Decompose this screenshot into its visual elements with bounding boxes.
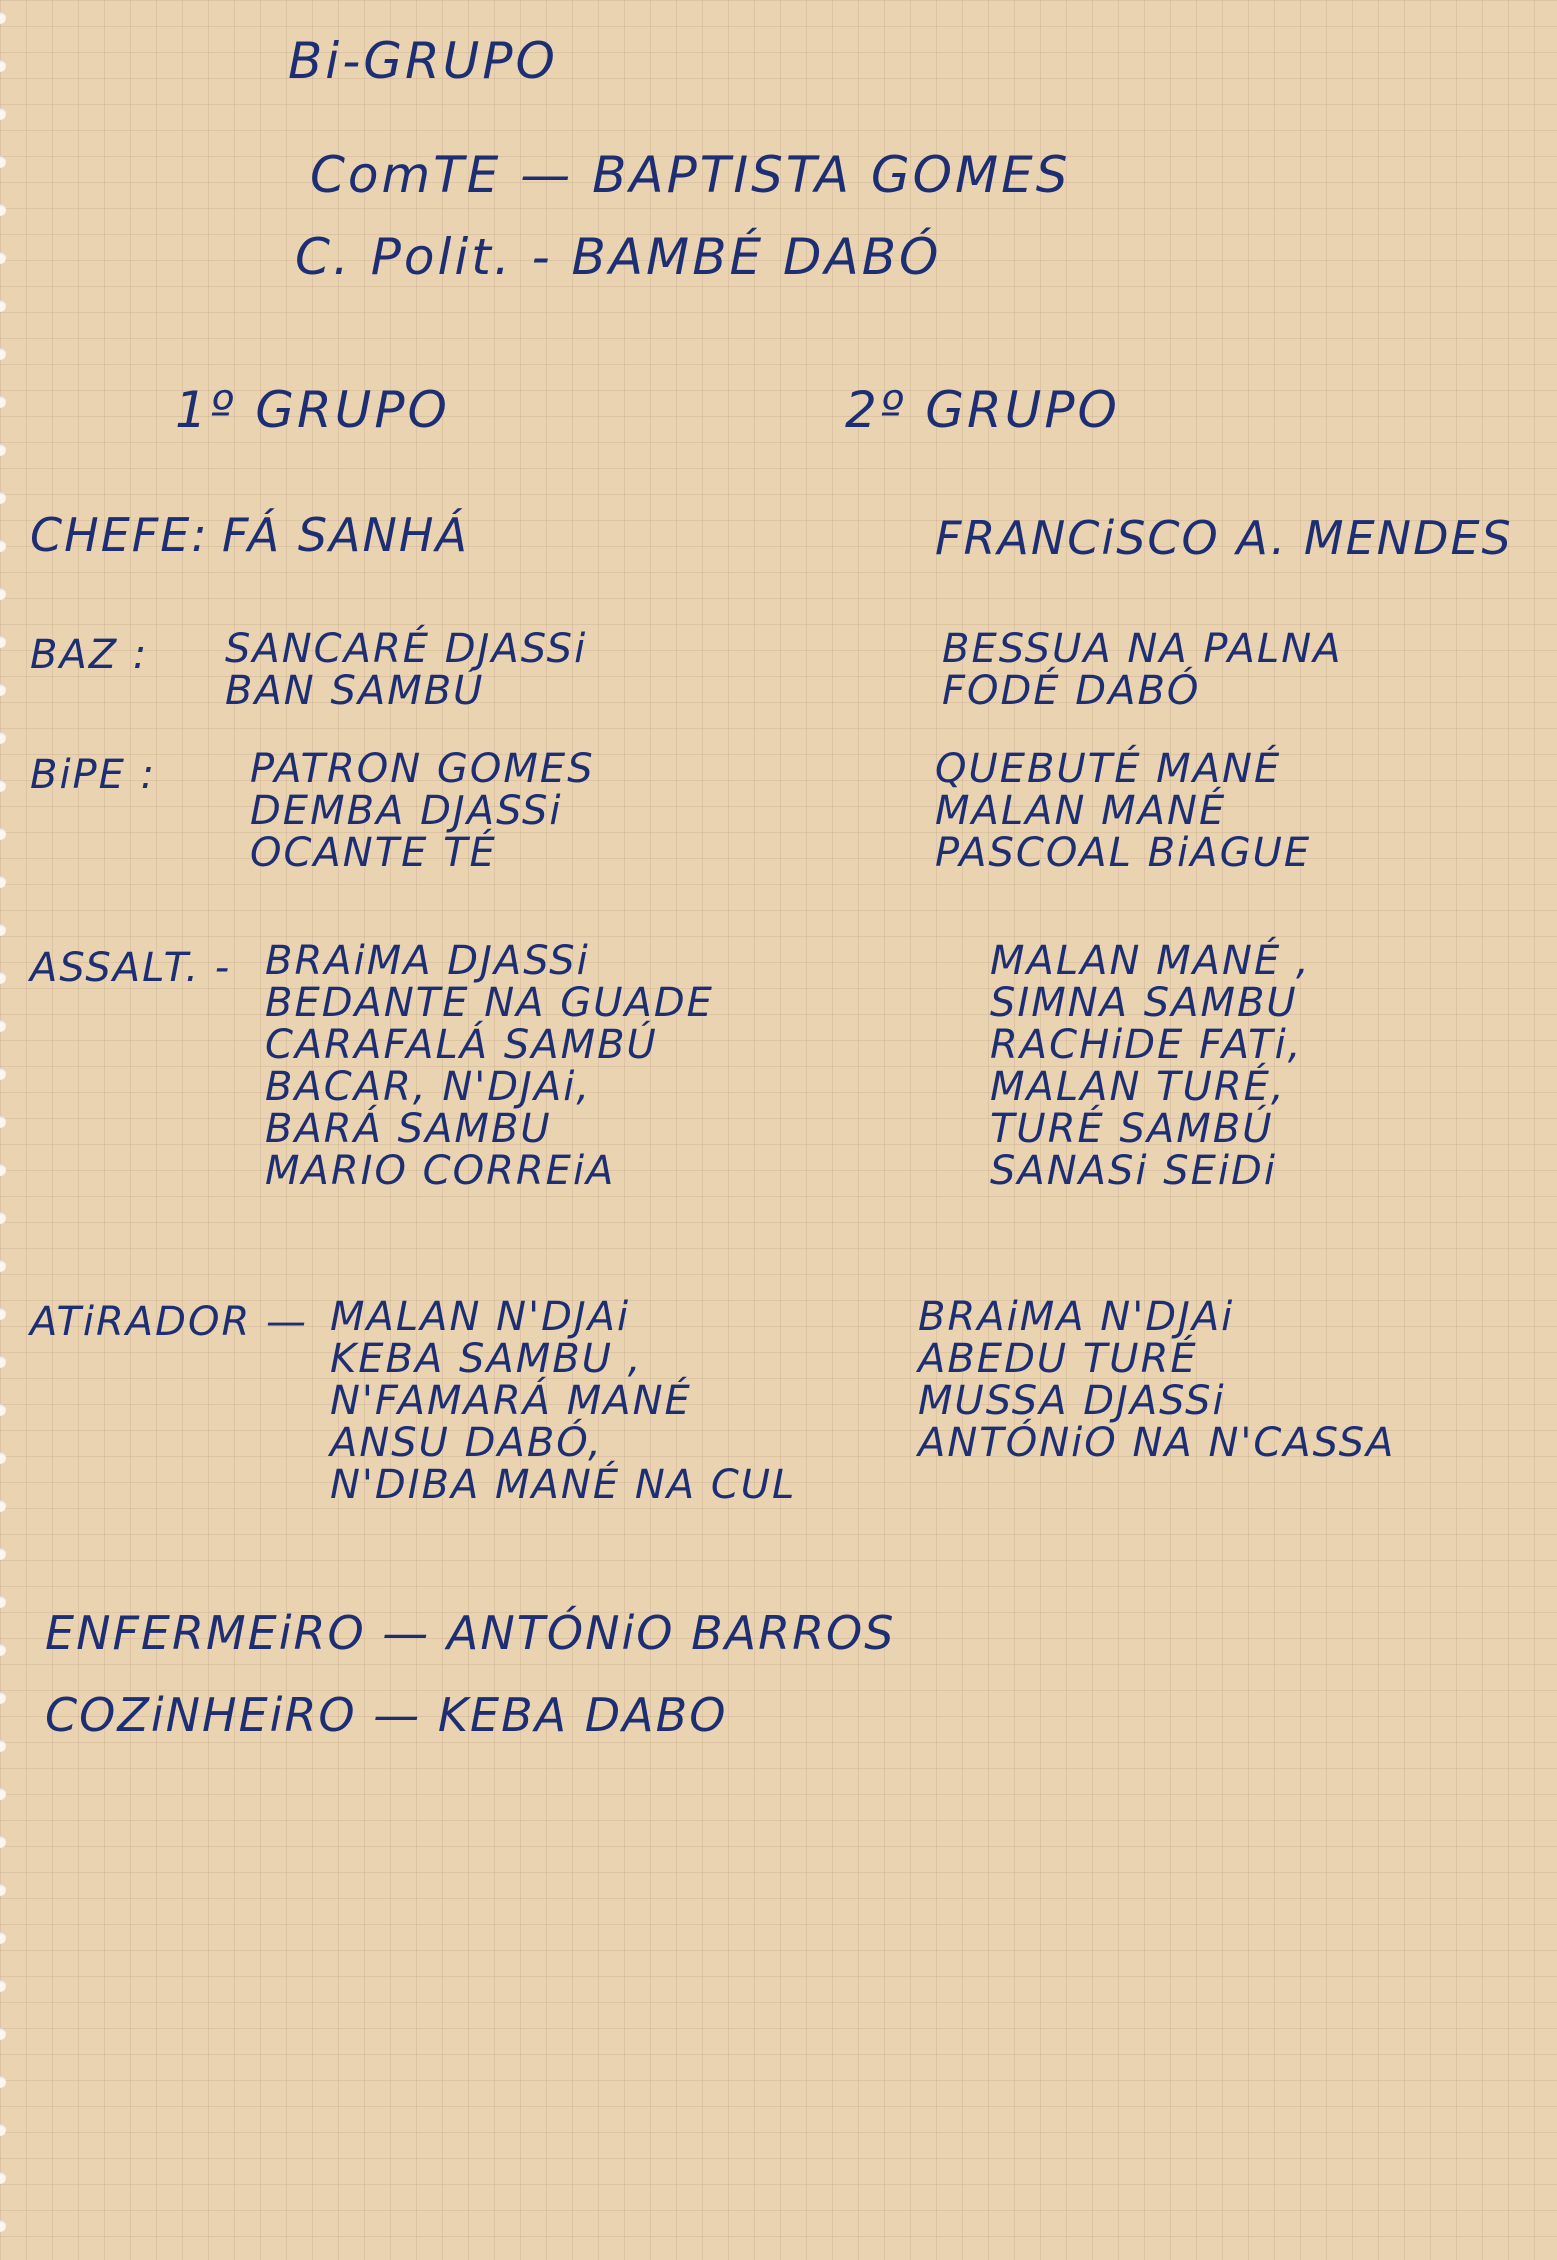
- perforation-hole: [0, 1740, 6, 1752]
- g2-assalt-list: [990, 940, 1311, 1192]
- perforation-hole: [0, 156, 6, 168]
- perforation-hole: [0, 252, 6, 264]
- g2-bipe-name: QUEBUTÉ MANÉ: [935, 746, 1282, 792]
- perforation-hole: [0, 1932, 6, 1944]
- role-baz: BAZ :: [30, 632, 149, 678]
- g1-atirador-list: [330, 1296, 796, 1506]
- group-1-title: 1º GRUPO: [175, 381, 450, 439]
- g2-assalt-name: MALAN MANÉ ,: [990, 938, 1311, 984]
- g2-atirador-name: ANTÓNiO NA N'CASSA: [918, 1420, 1396, 1466]
- g1-baz-name: BAN SAMBÚ: [225, 668, 485, 714]
- g2-chefe: FRANCiSCO A. MENDES: [935, 511, 1513, 565]
- g1-assalt-name: BRAiMA DJASSi: [265, 938, 590, 984]
- perforation-hole: [0, 828, 6, 840]
- g1-bipe-name: OCANTE TÉ: [250, 830, 497, 876]
- g2-baz-list: [942, 628, 1343, 712]
- perforation-hole: [0, 1692, 6, 1704]
- g1-chefe: FÁ SANHÁ: [222, 508, 469, 562]
- cozinheiro-line: COZiNHEiRO — KEBA DABO: [45, 1688, 728, 1742]
- g1-atirador-name: MALAN N'DJAi: [330, 1294, 631, 1340]
- perforation-hole: [0, 108, 6, 120]
- title: Bi-GRUPO: [288, 32, 558, 90]
- perforation-hole: [0, 1884, 6, 1896]
- perforation-hole: [0, 348, 6, 360]
- perforation-hole: [0, 444, 6, 456]
- commander-line: ComTE — BAPTISTA GOMES: [310, 146, 1071, 204]
- perforation-hole: [0, 1644, 6, 1656]
- perforation-hole: [0, 204, 6, 216]
- perforation-hole: [0, 1836, 6, 1848]
- perforation-hole: [0, 1260, 6, 1272]
- g1-assalt-list: [265, 940, 714, 1192]
- perforation-hole: [0, 684, 6, 696]
- role-atirador: ATiRADOR —: [30, 1299, 308, 1345]
- g2-bipe-name: PASCOAL BiAGUE: [935, 830, 1312, 876]
- g1-atirador-name: ANSU DABÓ,: [330, 1420, 603, 1466]
- perforation-hole: [0, 396, 6, 408]
- perforation-hole: [0, 1020, 6, 1032]
- perforation-hole: [0, 1308, 6, 1320]
- role-chefe: CHEFE:: [30, 508, 209, 562]
- g1-assalt-name: MARIO CORREiA: [265, 1148, 616, 1194]
- perforation-hole: [0, 2220, 6, 2232]
- g1-baz-name: SANCARÉ DJASSi: [225, 626, 588, 672]
- g2-bipe-name: MALAN MANÉ: [935, 788, 1227, 834]
- g2-assalt-name: SANASi SEiDi: [990, 1148, 1277, 1194]
- g1-assalt-name: BARÁ SAMBU: [265, 1106, 552, 1152]
- perforated-edge: [0, 0, 14, 2260]
- g1-atirador-name: KEBA SAMBU ,: [330, 1336, 643, 1382]
- perforation-hole: [0, 1980, 6, 1992]
- perforation-hole: [0, 2172, 6, 2184]
- role-assalt: ASSALT. -: [30, 945, 232, 991]
- perforation-hole: [0, 1068, 6, 1080]
- g1-atirador-name: N'FAMARÁ MANÉ: [330, 1378, 692, 1424]
- perforation-hole: [0, 12, 6, 24]
- perforation-hole: [0, 1500, 6, 1512]
- perforation-hole: [0, 636, 6, 648]
- g2-atirador-name: MUSSA DJASSi: [918, 1378, 1226, 1424]
- perforation-hole: [0, 924, 6, 936]
- perforation-hole: [0, 492, 6, 504]
- g1-assalt-name: CARAFALÁ SAMBÚ: [265, 1022, 658, 1068]
- perforation-hole: [0, 876, 6, 888]
- perforation-hole: [0, 1548, 6, 1560]
- enfermeiro-line: ENFERMEiRO — ANTÓNiO BARROS: [45, 1606, 896, 1660]
- perforation-hole: [0, 1788, 6, 1800]
- g2-bipe-list: [935, 748, 1311, 874]
- g2-baz-name: FODÉ DABÓ: [942, 668, 1201, 714]
- g2-baz-name: BESSUA NA PALNA: [942, 626, 1343, 672]
- perforation-hole: [0, 300, 6, 312]
- perforation-hole: [0, 2076, 6, 2088]
- g1-atirador-name: N'DIBA MANÉ NA CUL: [330, 1462, 797, 1508]
- g2-assalt-name: RACHiDE FATi,: [990, 1022, 1303, 1068]
- group-2-title: 2º GRUPO: [845, 381, 1120, 439]
- perforation-hole: [0, 588, 6, 600]
- perforation-hole: [0, 1212, 6, 1224]
- g2-assalt-name: TURÉ SAMBÚ: [990, 1106, 1274, 1152]
- g1-baz-list: [225, 628, 587, 712]
- g2-assalt-name: MALAN TURÉ,: [990, 1064, 1286, 1110]
- perforation-hole: [0, 1452, 6, 1464]
- g2-atirador-name: BRAiMA N'DJAi: [918, 1294, 1235, 1340]
- perforation-hole: [0, 972, 6, 984]
- political-commissar-line: C. Polit. - BAMBÉ DABÓ: [295, 228, 942, 286]
- perforation-hole: [0, 1116, 6, 1128]
- g1-assalt-name: BACAR, N'DJAi,: [265, 1064, 592, 1110]
- role-bipe: BiPE :: [30, 752, 157, 798]
- perforation-hole: [0, 1356, 6, 1368]
- g1-bipe-name: DEMBA DJASSi: [250, 788, 563, 834]
- perforation-hole: [0, 1596, 6, 1608]
- perforation-hole: [0, 60, 6, 72]
- perforation-hole: [0, 1164, 6, 1176]
- perforation-hole: [0, 2028, 6, 2040]
- perforation-hole: [0, 2124, 6, 2136]
- perforation-hole: [0, 780, 6, 792]
- perforation-hole: [0, 1404, 6, 1416]
- g2-assalt-name: SIMNA SAMBU: [990, 980, 1298, 1026]
- perforation-hole: [0, 540, 6, 552]
- g1-bipe-list: [250, 748, 595, 874]
- g1-assalt-name: BEDANTE NA GUADE: [265, 980, 714, 1026]
- g2-atirador-list: [918, 1296, 1395, 1464]
- g2-atirador-name: ABEDU TURÉ: [918, 1336, 1198, 1382]
- perforation-hole: [0, 732, 6, 744]
- g1-bipe-name: PATRON GOMES: [250, 746, 595, 792]
